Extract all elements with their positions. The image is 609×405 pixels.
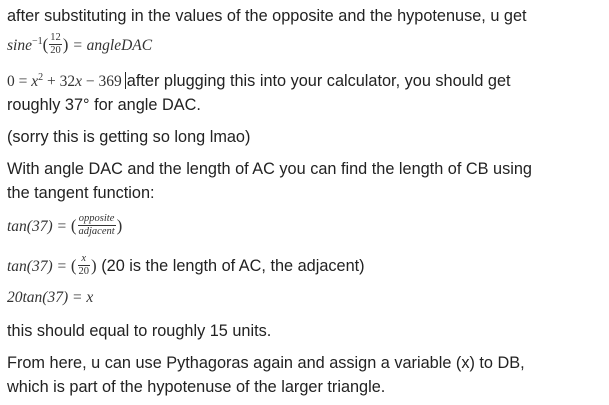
tan-lhs: tan(37) = — [7, 258, 71, 276]
text-line-13: which is part of the hypotenuse of the larger triangle. — [7, 378, 386, 396]
fraction-denominator: 20 — [78, 266, 90, 277]
text-line-1: after substituting in the values of the opposite and the hypotenuse, u get — [7, 7, 527, 25]
adjacent-note: (20 is the length of AC, the adjacent) — [101, 257, 365, 276]
fraction-denominator: adjacent — [78, 226, 115, 237]
fraction-x-20 — [78, 254, 91, 277]
text-line-5: (sorry this is getting so long lmao) — [7, 128, 251, 146]
sine-function: sine — [7, 37, 32, 55]
text-line-11: this should equal to roughly 15 units. — [7, 322, 272, 340]
tan-lhs: tan(37) = — [7, 218, 71, 236]
quadratic-lhs: 0 = — [7, 73, 32, 90]
quadratic-x2: x — [75, 73, 83, 90]
equation-20tan37: 20tan(37) = x — [7, 289, 94, 306]
equation-inverse-sine: sine$^{-1}$( $\frac{12}{20}$ ) = angleDAC — [7, 32, 153, 56]
text-line-3 — [7, 71, 511, 92]
quadratic-term: + 32 — [43, 73, 76, 90]
quadratic-constant: − 369 — [82, 73, 122, 90]
equation-quadratic — [7, 73, 122, 90]
equation-rhs: = angleDAC — [68, 37, 153, 55]
fraction-numerator: x — [78, 254, 91, 266]
quadratic-exponent: 2 — [38, 72, 44, 83]
text-line-6: With angle DAC and the length of AC you can find the length of CB using — [7, 160, 532, 178]
quadratic-x: x — [31, 73, 39, 90]
equation-tan-x-over-20: tan(37) = ( $\frac{x}{20}$ ) — [7, 253, 97, 277]
text-cursor — [125, 72, 126, 89]
fraction-numerator: 12 — [50, 32, 61, 43]
fraction-12-20 — [49, 33, 62, 56]
text-line-12: From here, u can use Pythagoras again and assign a variable (x) to DB, — [7, 354, 525, 372]
fraction-numerator: opposite — [78, 213, 115, 224]
calculator-instruction: after plugging this into your calculator, you should get — [126, 72, 511, 90]
text-line-9 — [7, 253, 365, 279]
equation-tan-definition: tan(37) = ( $\frac{\text{opposite}}{\text{adjacent}}$ ) — [7, 213, 123, 237]
inverse-exponent: −1 — [31, 36, 43, 48]
text-line-7: the tangent function: — [7, 184, 155, 202]
fraction-opposite-adjacent — [78, 214, 116, 237]
text-line-4: roughly 37° for angle DAC. — [7, 96, 201, 114]
fraction-denominator: 20 — [50, 45, 61, 56]
